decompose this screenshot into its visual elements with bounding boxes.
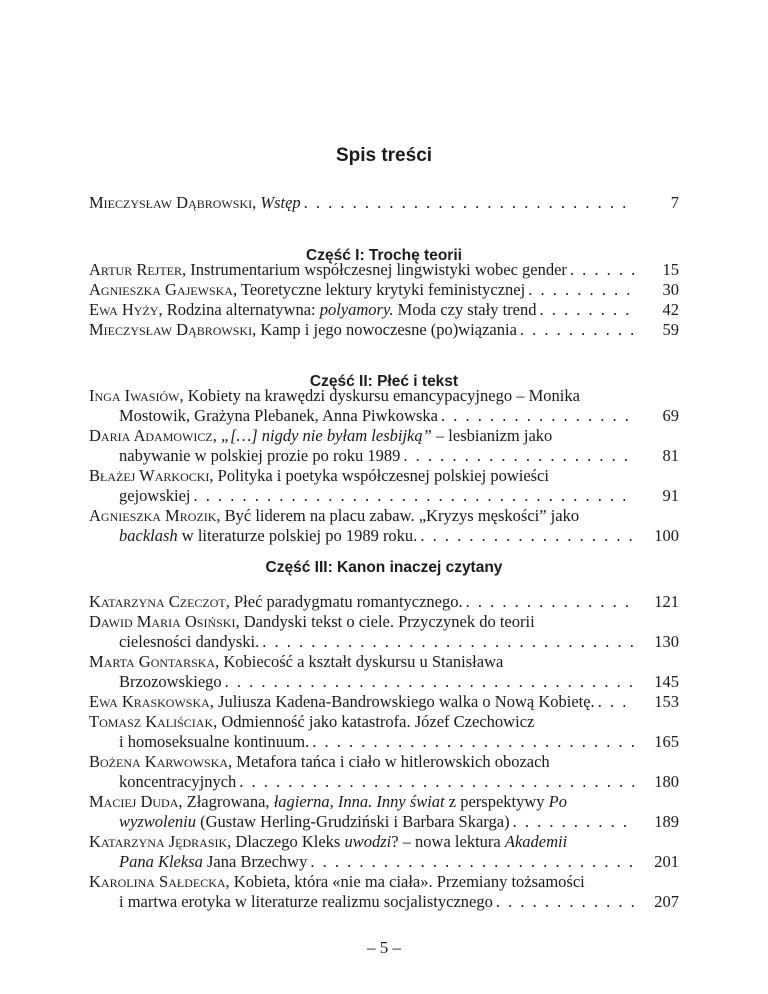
entry-page: 59 [662,320,679,339]
dot-leader [309,732,634,752]
toc-entry[interactable]: Błażej Warkocki, Polityka i poetyka współczesnej polskiej powieści gejowskiej . . . 91 [89,466,679,506]
toc-entry[interactable]: Inga Iwasiów, Kobiety na krawędzi dyskursu emancypacyjnego – Monika Mostowik, Grażyna Plebanek, Anna Piwkowska . . . 69 [89,386,679,426]
entry-author: Ewa Kraskowska [89,692,210,711]
entry-author: Marta Gontarska [89,652,216,671]
dot-leader [438,406,634,426]
entry-page: 91 [662,486,679,505]
entry-author: Bożena Karwowska [89,752,229,771]
toc-entry[interactable]: Agnieszka Mrozik, Być liderem na placu zabaw. „Kryzys męskości” jako backlash w literaturze polskiej po 1989 roku. . . . 100 [89,506,679,546]
dot-leader [525,280,634,300]
entry-author: Katarzyna Czeczot [89,592,226,611]
entry-author: Artur Rejter [89,260,182,279]
section-heading-1: Część I: Trochę teorii [306,247,462,264]
toc-entry[interactable]: Katarzyna Czeczot, Płeć paradygmatu romantycznego. . . . 121 [89,592,679,612]
section-heading-2: Część II: Płeć i tekst [309,373,459,390]
entry-author: Agnieszka Gajewska [89,280,233,299]
entry-author: Maciej Duda [89,792,179,811]
dot-leader [222,672,634,692]
entry-page: 189 [654,812,679,831]
entry-page: 165 [654,732,679,751]
entry-author: Agnieszka Mrozik [89,506,217,525]
entry-page: 121 [654,592,679,611]
page-title: Spis treści [335,145,433,166]
entry-author: Błażej Warkocki [89,466,210,485]
toc-entry[interactable]: Karolina Sałdecka, Kobieta, która «nie ma ciała». Przemiany tożsamości i martwa erotyka w literaturze realizmu socjalistycznego . . . 207 [89,872,679,912]
dot-leader [259,632,634,652]
dot-leader [493,892,634,912]
entry-author: Mieczysław Dąbrowski [89,320,253,339]
toc-entry[interactable]: Tomasz Kaliściak, Odmienność jako katastrofa. Józef Czechowicz i homoseksualne kontinuum. . . . 165 [89,712,679,752]
dot-leader [191,486,635,506]
toc-entry[interactable]: Ewa Hyży, Rodzina alternatywna: polyamory. Moda czy stały trend . . . 42 [89,300,679,320]
entry-author: Daria Adamowicz [89,426,213,445]
entry-page: 100 [654,526,679,545]
entry-author: Karolina Sałdecka [89,872,226,891]
toc-entry[interactable]: Ewa Kraskowska, Juliusza Kadena-Bandrowskiego walka o Nową Kobietę. . . . 153 [89,692,679,712]
entry-author: Mieczysław Dąbrowski [89,193,253,212]
entry-author: Tomasz Kaliściak [89,712,214,731]
entry-title: Instrumentarium współczesnej lingwistyki wobec gender [190,260,567,279]
dot-leader [307,852,634,872]
entry-page: 81 [662,446,679,465]
entry-title: Wstęp [260,193,301,212]
toc-entry[interactable]: Agnieszka Gajewska, Teoretyczne lektury krytyki feministycznej . . . 30 [89,280,679,300]
dot-leader [400,446,634,466]
entry-page: 130 [654,632,679,651]
toc-entry[interactable]: Marta Gontarska, Kobiecość a kształt dyskursu u Stanisława Brzozowskiego . . . 145 [89,652,679,692]
entry-page: 42 [662,300,679,319]
dot-leader [463,592,634,612]
toc-entry[interactable]: Dawid Maria Osiński, Dandyski tekst o ciele. Przyczynek do teorii cielesności dandyski. . . . 130 [89,612,679,652]
dot-leader [236,772,634,792]
entry-page: 207 [654,892,679,911]
toc-entry[interactable]: Daria Adamowicz, „[…] nigdy nie byłam lesbijką” – lesbianizm jako nabywanie w polskiej prozie po roku 1989 . . . 81 [89,426,679,466]
entry-page: 153 [654,692,679,711]
entry-page: 201 [654,852,679,871]
entry-author: Katarzyna Jędrasik [89,832,228,851]
entry-page: 15 [662,260,679,279]
entry-page: 30 [662,280,679,299]
entry-author: Dawid Maria Osiński [89,612,236,631]
section-heading-3: Część III: Kanon inaczej czytany [265,559,503,576]
toc-entry-intro[interactable]: Mieczysław Dąbrowski, Wstęp . . . 7 [89,193,679,213]
dot-leader [537,300,635,320]
entry-page: 7 [670,193,679,212]
page-number-footer: – 5 – [367,938,401,957]
dot-leader [417,526,634,546]
dot-leader [510,812,634,832]
dot-leader [595,692,634,712]
toc-entry[interactable]: Maciej Duda, Złagrowana, łagierna, Inna. Inny świat z perspektywy Po wyzwoleniu (Gustaw Herling-Grudziński i Barbara Skarga) . . . 189 [89,792,679,832]
entry-page: 69 [662,406,679,425]
dot-leader [301,193,634,213]
entry-page: 145 [654,672,679,691]
toc-entry[interactable]: Bożena Karwowska, Metafora tańca i ciało w hitlerowskich obozach koncentracyjnych . . . 180 [89,752,679,792]
toc-entry[interactable]: Artur Rejter, Instrumentarium współczesnej lingwistyki wobec gender . . . 15 [89,260,679,280]
dot-leader [567,260,634,280]
entry-page: 180 [654,772,679,791]
toc-entry[interactable]: Mieczysław Dąbrowski, Kamp i jego nowoczesne (po)wiązania . . . 59 [89,320,679,340]
entry-author: Inga Iwasiów [89,386,180,405]
entry-title: Kamp i jego nowoczesne (po)wiązania [260,320,517,339]
dot-leader [517,320,634,340]
entry-title: Teoretyczne lektury krytyki feministycznej [240,280,526,299]
toc-entry[interactable]: Katarzyna Jędrasik, Dlaczego Kleks uwodzi? – nowa lektura Akademii Pana Kleksa Jana Brzechwy . . . 201 [89,832,679,872]
entry-author: Ewa Hyży [89,300,159,319]
